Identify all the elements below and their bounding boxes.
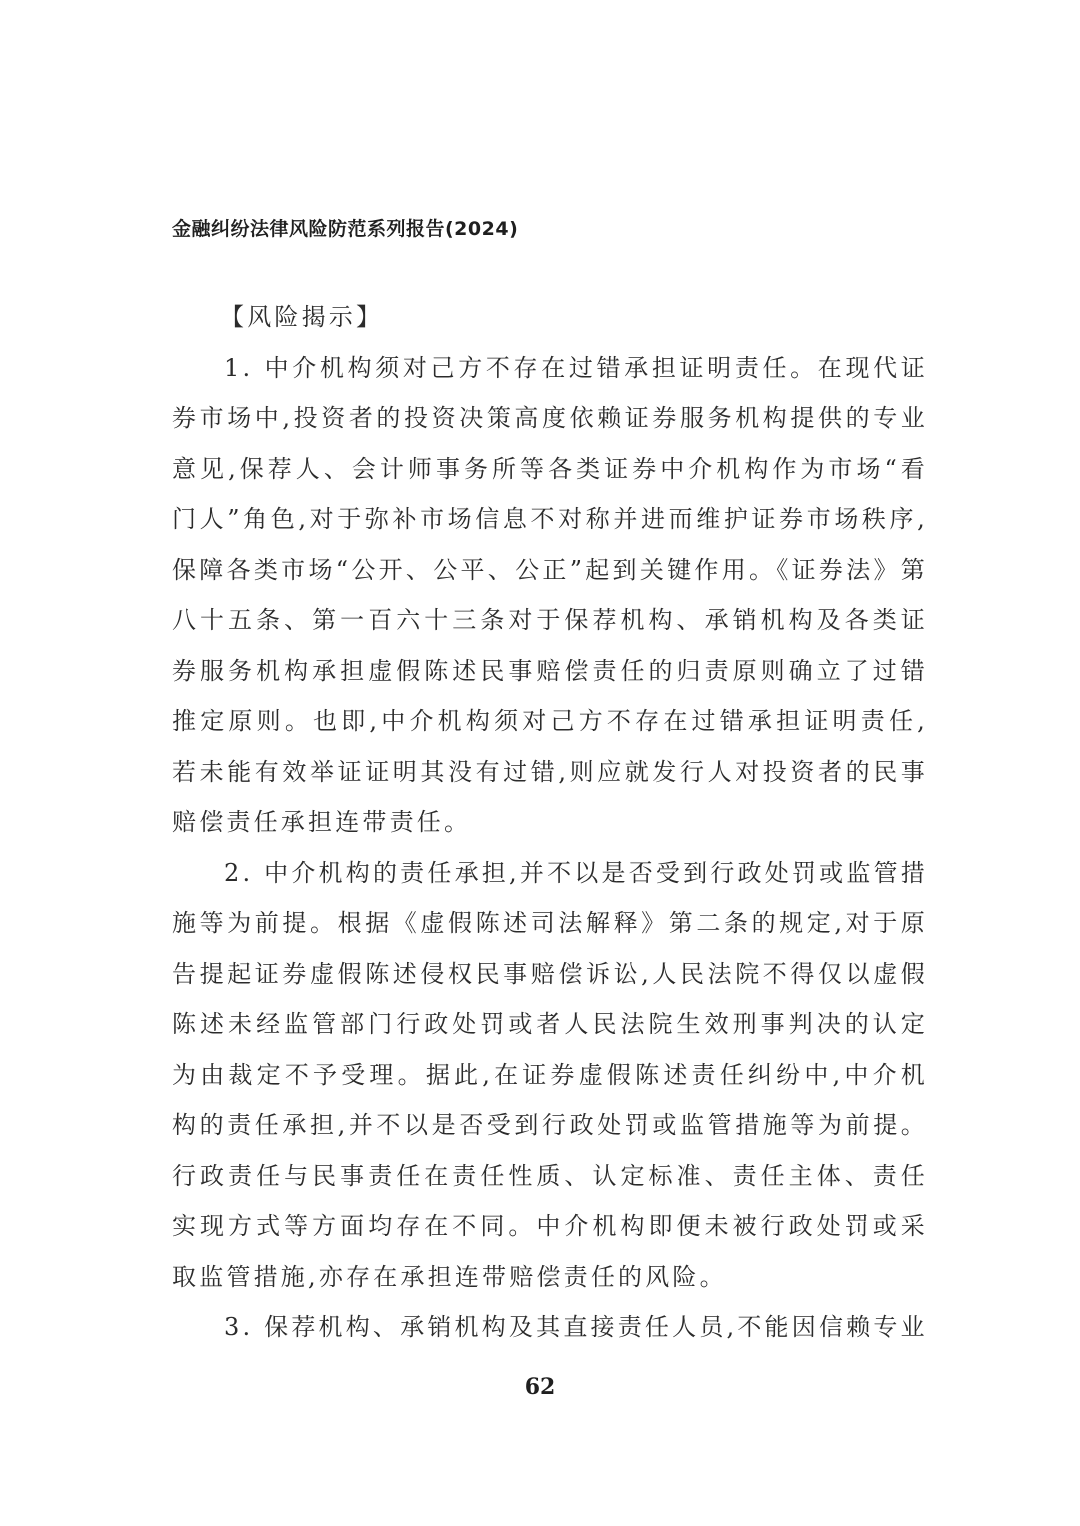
paragraph-2: 2. 中介机构的责任承担,并不以是否受到行政处罚或监管措施等为前提。根据《虚假陈述司法解释》第二条的规定,对于原告提起证券虚假陈述侵权民事赔偿诉讼,人民法院不得仅以虚假陈述未经监管部门行政处罚或者人民法院生效刑事判决的认定为由裁定不予受理。据此,在证券虚假陈述责任纠纷中,中介机构的责任承担,并不以是否受到行政处罚或监管措施等为前提。行政责任与民事责任在责任性质、认定标准、责任主体、责任实现方式等方面均存在不同。中介机构即便未被行政处罚或采取监管措施,亦存在承担连带赔偿责任的风险。 [172,858,928,1291]
paragraph-3: 3. 保荐机构、承销机构及其直接责任人员,不能因信赖专业 [224,1313,928,1341]
paragraph-1: 1. 中介机构须对己方不存在过错承担证明责任。在现代证券市场中,投资者的投资决策高度依赖证券服务机构提供的专业意见,保荐人、会计师事务所等各类证券中介机构作为市场“看门人”角色,对于弥补市场信息不对称并进而维护证券市场秩序,保障各类市场“公开、公平、公正”起到关键作用。《证券法》第八十五条、第一百六十三条对于保荐机构、承销机构及各类证券服务机构承担虚假陈述民事赔偿责任的归责原则确立了过错推定原则。也即,中介机构须对己方不存在过错承担证明责任,若未能有效举证证明其没有过错,则应就发行人对投资者的民事赔偿责任承担连带责任。 [172,353,928,836]
page-number: 62 [524,1374,556,1400]
body-text [172,292,928,1353]
section-heading: 【风险揭示】 [220,303,384,331]
running-header-title: 金融纠纷法律风险防范系列报告(2024) [172,218,519,240]
